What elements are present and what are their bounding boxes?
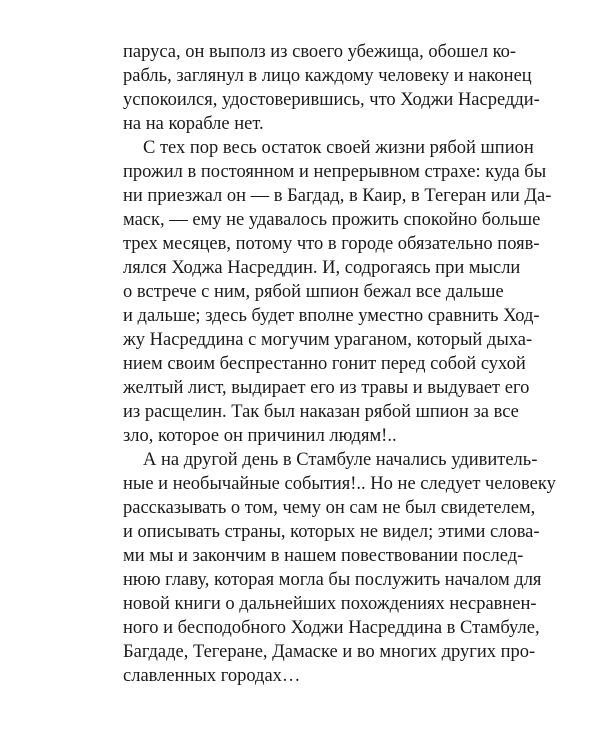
text-line: ные и необычайные события!.. Но не следует человеку [123, 474, 556, 494]
text-line: рассказывать о том, чему он сам не был свидетелем, [123, 498, 536, 518]
text-line: ного и бесподобного Ходжи Насреддина в Стамбуле, [123, 618, 540, 638]
text-line: Багдаде, Тегеране, Дамаске и во многих других про- [123, 642, 536, 662]
text-line: ми мы и закончим в нашем повествовании послед- [123, 546, 524, 566]
text-line: ни приезжал он — в Багдад, в Каир, в Тегеран или Да- [123, 186, 552, 206]
text-line: зло, которое он причинил людям!.. [123, 426, 397, 446]
text-line: С тех пор весь остаток своей жизни рябой шпион [143, 138, 534, 158]
text-line: лялся Ходжа Насреддин. И, содрогаясь при мысли [123, 258, 521, 278]
text-line: славленных городах… [123, 666, 301, 686]
text-line: нием своим беспрестанно гонит перед собой сухой [123, 354, 526, 374]
text-line: нюю главу, которая могла бы послужить началом для [123, 570, 542, 590]
text-line: о встрече с ним, рябой шпион бежал все дальше [123, 282, 504, 302]
text-line: рабль, заглянул в лицо каждому человеку и наконец [123, 66, 532, 86]
text-line: прожил в постоянном и непрерывном страхе: куда бы [123, 162, 547, 182]
text-line: паруса, он выполз из своего убежища, обошел ко- [123, 42, 517, 62]
text-line: успокоился, удостоверившись, что Ходжи Насредди- [123, 90, 540, 110]
text-line: жу Насреддина с могучим ураганом, который дыха- [123, 330, 533, 350]
text-line: А на другой день в Стамбуле начались удивитель- [143, 450, 538, 470]
text-line: и описывать страны, которых не видел; этими слова- [123, 522, 540, 542]
text-line: на на корабле нет. [123, 114, 264, 134]
text-line: маск, — ему не удавалось прожить спокойно больше [123, 210, 541, 230]
text-line: трех месяцев, потому что в городе обязательно появ- [123, 234, 540, 254]
text-line: новой книги о дальнейших похождениях несравнен- [123, 594, 537, 614]
text-line: и дальше; здесь будет вполне уместно сравнить Ход- [123, 306, 540, 326]
text-line: желтый лист, выдирает его из травы и выдувает его [123, 378, 530, 398]
text-line: из расщелин. Так был наказан рябой шпион за все [123, 402, 519, 422]
